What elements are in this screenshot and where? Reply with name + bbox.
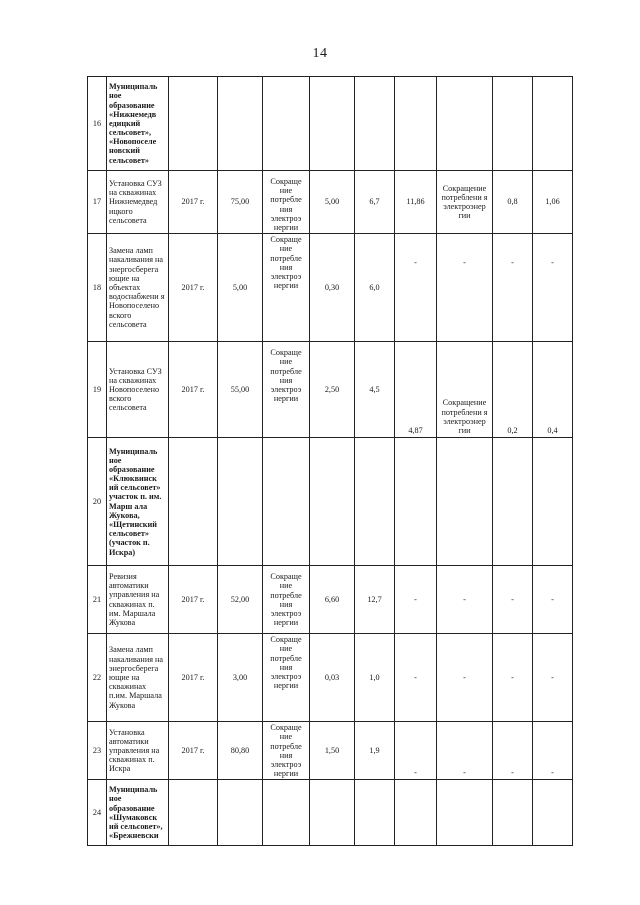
row-value-2: 6,0 [355, 234, 395, 342]
row-measure-name: Ревизия автоматики управления на скважинах п. им. Маршала Жукова [107, 566, 169, 634]
row-value-1 [310, 780, 355, 846]
row-value-5: 0,4 [533, 342, 573, 438]
row-cost: 55,00 [218, 342, 263, 438]
row-value-4: 0,2 [493, 342, 533, 438]
row-number: 19 [88, 342, 107, 438]
table-row [88, 77, 573, 171]
row-value-3: 4,87 [395, 342, 437, 438]
row-number: 16 [88, 77, 107, 171]
row-year: 2017 г. [169, 342, 218, 438]
row-effect-2: - [437, 234, 493, 342]
row-value-2: 12,7 [355, 566, 395, 634]
row-number: 22 [88, 634, 107, 722]
row-value-4: - [493, 634, 533, 722]
row-number: 23 [88, 722, 107, 780]
row-effect: Сокраще ние потребле ния электроэ нергии [263, 171, 310, 234]
row-measure-name: Замена ламп накаливания на энергосберега ющие на объектах водоснабжени я Новопоселено вского сельсовета [107, 234, 169, 342]
row-value-3 [395, 438, 437, 566]
page-number: 14 [312, 46, 328, 61]
row-value-4: - [493, 566, 533, 634]
row-value-1: 2,50 [310, 342, 355, 438]
row-number: 18 [88, 234, 107, 342]
row-value-5 [533, 77, 573, 171]
row-value-5 [533, 438, 573, 566]
measures-table [87, 76, 573, 846]
row-year [169, 77, 218, 171]
row-value-1 [310, 77, 355, 171]
row-measure-name: Установка автоматики управления на скважинах п. Искра [107, 722, 169, 780]
row-effect-2: Сокращение потреблени я электроэнер гии [437, 171, 493, 234]
table-row [88, 171, 573, 234]
row-effect-2: - [437, 722, 493, 780]
row-measure-name: Установка СУЗ на скважинах Новопоселено вского сельсовета [107, 342, 169, 438]
row-cost: 3,00 [218, 634, 263, 722]
row-value-2: 6,7 [355, 171, 395, 234]
row-number: 17 [88, 171, 107, 234]
row-effect: Сокраще ние потребле ния электроэ нергии [263, 234, 310, 342]
row-measure-name: Установка СУЗ на скважинах Нижнемедвед ицкого сельсовета [107, 171, 169, 234]
row-value-2: 4,5 [355, 342, 395, 438]
row-cost: 75,00 [218, 171, 263, 234]
row-effect: Сокраще ние потребле ния электроэ нергии [263, 342, 310, 438]
row-year: 2017 г. [169, 234, 218, 342]
row-number: 21 [88, 566, 107, 634]
row-year: 2017 г. [169, 722, 218, 780]
row-value-3: - [395, 634, 437, 722]
row-value-3: - [395, 234, 437, 342]
row-year: 2017 г. [169, 634, 218, 722]
row-cost: 5,00 [218, 234, 263, 342]
row-value-5: - [533, 634, 573, 722]
row-cost [218, 438, 263, 566]
row-value-2 [355, 438, 395, 566]
row-cost: 52,00 [218, 566, 263, 634]
row-value-1: 1,50 [310, 722, 355, 780]
row-value-5: - [533, 722, 573, 780]
row-value-3 [395, 780, 437, 846]
row-value-2: 1,0 [355, 634, 395, 722]
row-value-1: 0,03 [310, 634, 355, 722]
row-year: 2017 г. [169, 171, 218, 234]
row-measure-name: Муниципаль ное образование «Нижнемедв едицкий сельсовет», «Новопоселе новский сельсовет» [107, 77, 169, 171]
row-value-2 [355, 780, 395, 846]
row-value-3: - [395, 566, 437, 634]
row-value-1: 5,00 [310, 171, 355, 234]
row-effect: Сокраще ние потребле ния электроэ нергии [263, 722, 310, 780]
row-value-3: 11,86 [395, 171, 437, 234]
row-value-5: - [533, 234, 573, 342]
row-year [169, 780, 218, 846]
row-cost: 80,80 [218, 722, 263, 780]
row-value-4 [493, 780, 533, 846]
row-effect-2 [437, 780, 493, 846]
row-value-2: 1,9 [355, 722, 395, 780]
row-value-1: 6,60 [310, 566, 355, 634]
row-effect: Сокраще ние потребле ния электроэ нергии [263, 634, 310, 722]
table-row [88, 722, 573, 780]
table-row [88, 780, 573, 846]
row-effect-2: - [437, 634, 493, 722]
table-row [88, 634, 573, 722]
row-effect [263, 780, 310, 846]
row-value-4 [493, 438, 533, 566]
table-row [88, 342, 573, 438]
table-row [88, 566, 573, 634]
row-value-4 [493, 77, 533, 171]
row-effect-2: Сокращение потреблени я электроэнер гии [437, 342, 493, 438]
row-number: 20 [88, 438, 107, 566]
row-effect [263, 77, 310, 171]
row-value-5: - [533, 566, 573, 634]
row-effect-2 [437, 77, 493, 171]
row-value-1 [310, 438, 355, 566]
row-value-4: - [493, 234, 533, 342]
row-value-4: - [493, 722, 533, 780]
row-measure-name: Муниципаль ное образование «Клюквинск ий сельсовет» участок п. им. Марш ала Жукова, «Щетинский сельсовет» (участок п. Искра) [107, 438, 169, 566]
row-effect-2: - [437, 566, 493, 634]
row-value-3 [395, 77, 437, 171]
table-row [88, 438, 573, 566]
row-value-4: 0,8 [493, 171, 533, 234]
row-effect: Сокраще ние потребле ния электроэ нергии [263, 566, 310, 634]
row-number: 24 [88, 780, 107, 846]
row-cost [218, 780, 263, 846]
row-value-3: - [395, 722, 437, 780]
table-row [88, 234, 573, 342]
row-year [169, 438, 218, 566]
row-cost [218, 77, 263, 171]
row-value-5: 1,06 [533, 171, 573, 234]
row-effect [263, 438, 310, 566]
row-effect-2 [437, 438, 493, 566]
row-measure-name: Замена ламп накаливания на энергосберега ющие на скважинах п.им. Маршала Жукова [107, 634, 169, 722]
row-measure-name: Муниципаль ное образование «Шумаковск ий сельсовет», «Брежневски [107, 780, 169, 846]
row-year: 2017 г. [169, 566, 218, 634]
row-value-2 [355, 77, 395, 171]
row-value-5 [533, 780, 573, 846]
row-value-1: 0,30 [310, 234, 355, 342]
